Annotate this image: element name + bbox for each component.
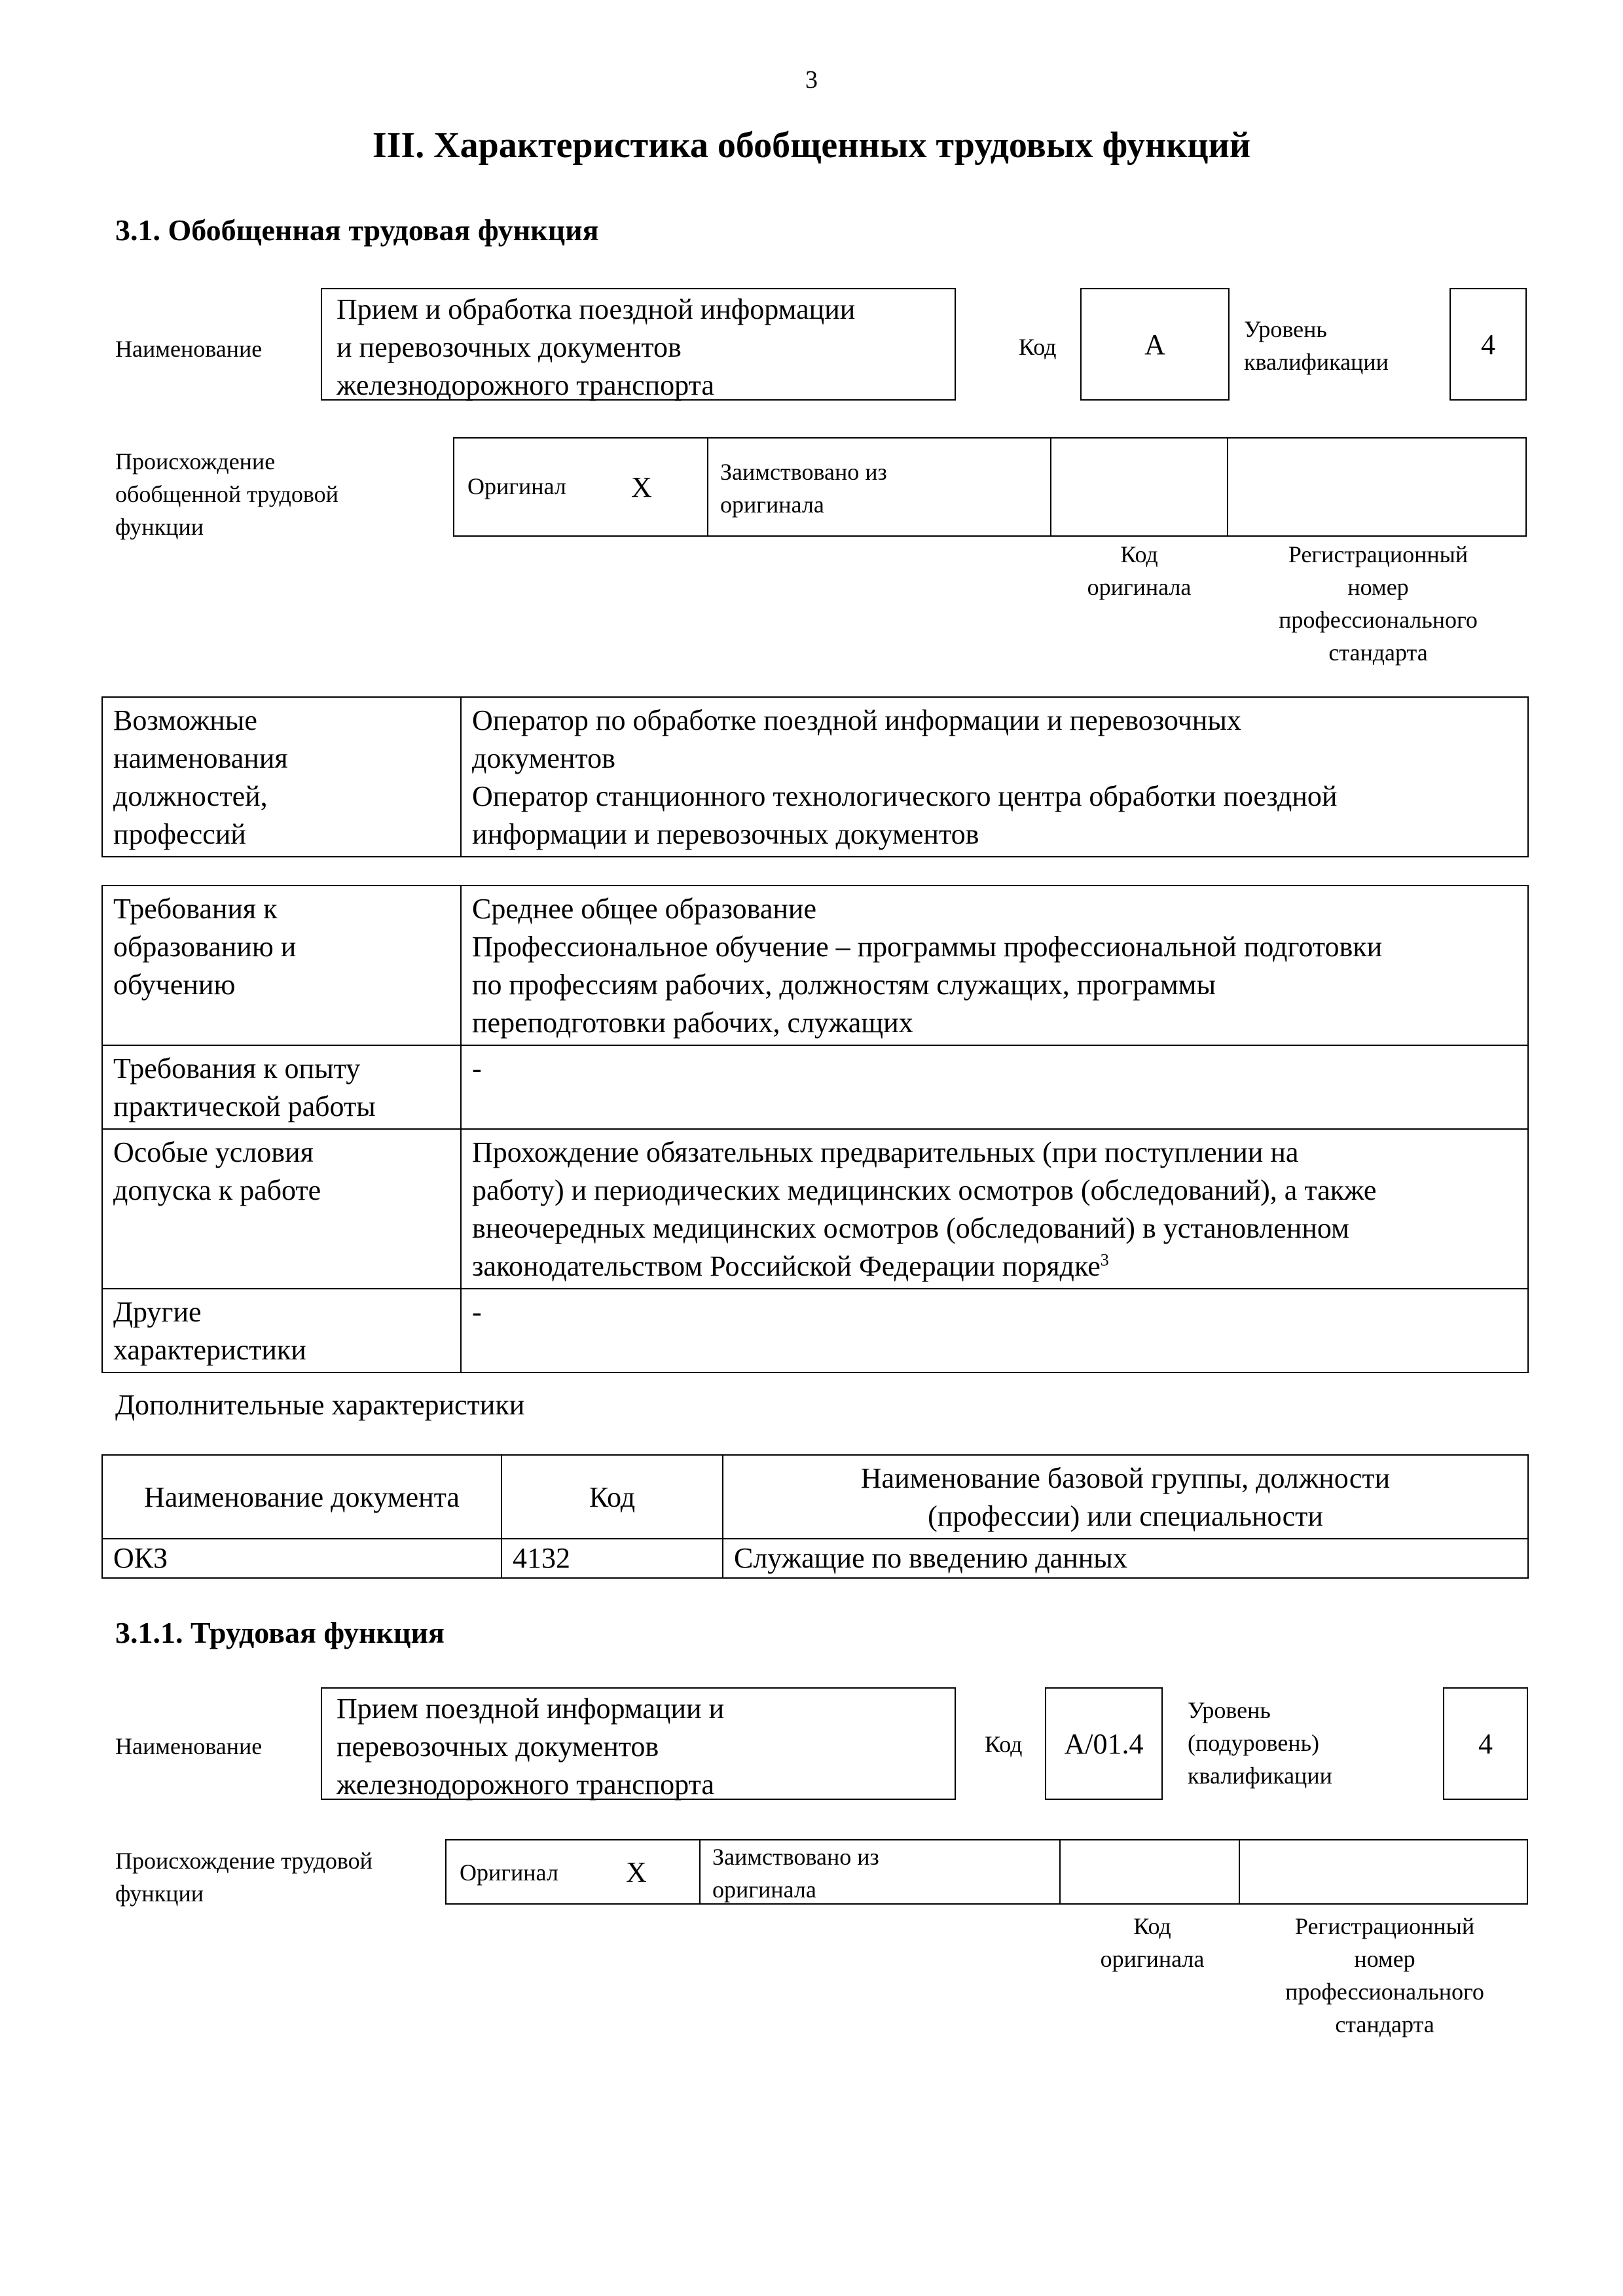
gtf-code-box bbox=[1080, 288, 1230, 401]
page-number: 3 bbox=[805, 66, 818, 94]
additional-table bbox=[101, 1454, 1529, 1579]
gtf-reg-number-caption bbox=[1231, 538, 1525, 669]
requirements-table bbox=[101, 885, 1529, 1373]
tf-origin-label bbox=[115, 1844, 373, 1910]
table-row bbox=[102, 886, 1528, 1045]
caption-line: оригинала bbox=[1087, 574, 1192, 600]
divider bbox=[1050, 439, 1051, 537]
caption-line: стандарта bbox=[1328, 639, 1428, 666]
value-text: законодательством Российской Федерации порядке bbox=[472, 1250, 1101, 1282]
value-line: информации и перевозочных документов bbox=[472, 818, 979, 850]
gtf-origin-label-line: обобщенной трудовой bbox=[115, 481, 338, 507]
tf-heading: 3.1.1. Трудовая функция bbox=[115, 1616, 445, 1649]
divider bbox=[699, 1840, 701, 1905]
value-line: Оператор по обработке поездной информации и перевозочных bbox=[472, 704, 1241, 736]
gtf-level-label-line: квалификации bbox=[1244, 349, 1389, 375]
table-row bbox=[102, 1539, 1528, 1578]
gtf-code-label: Код bbox=[1019, 334, 1057, 360]
tf-name-box bbox=[321, 1687, 956, 1800]
table-cell: Служащие по введению данных bbox=[723, 1539, 1528, 1578]
header-cell: Код bbox=[501, 1455, 723, 1539]
value-line: документов bbox=[472, 742, 615, 774]
tf-code-original-caption bbox=[1067, 1910, 1237, 1975]
label-line: профессий bbox=[113, 818, 246, 850]
tf-original-label: Оригинал bbox=[460, 1859, 558, 1886]
tf-borrowed-label-line: оригинала bbox=[712, 1876, 816, 1903]
table-header-row bbox=[102, 1455, 1528, 1539]
value-line: - bbox=[472, 1296, 482, 1328]
divider bbox=[707, 439, 708, 537]
gtf-original-label: Оригинал bbox=[467, 473, 566, 499]
header-line: Наименование базовой группы, должности bbox=[860, 1462, 1391, 1494]
gtf-name-line: и перевозочных документов bbox=[337, 331, 682, 363]
value-line bbox=[472, 1247, 1517, 1285]
requirement-label bbox=[102, 1289, 461, 1372]
tf-code-box bbox=[1045, 1687, 1163, 1800]
divider bbox=[1059, 1840, 1061, 1905]
requirement-label bbox=[102, 1129, 461, 1289]
tf-level-label-line: квалификации bbox=[1188, 1763, 1332, 1789]
caption-line: оригинала bbox=[1100, 1946, 1205, 1972]
label-line: Требования к bbox=[113, 893, 278, 925]
gtf-name-box bbox=[321, 288, 956, 401]
divider bbox=[1227, 439, 1228, 537]
gtf-borrowed-label-line: оригинала bbox=[720, 492, 824, 518]
additional-heading: Дополнительные характеристики bbox=[115, 1389, 525, 1421]
requirement-value bbox=[461, 1129, 1528, 1289]
gtf-code-value: А bbox=[1144, 329, 1165, 361]
positions-label bbox=[102, 697, 461, 857]
label-line: характеристики bbox=[113, 1334, 306, 1366]
value-line: по профессиям рабочих, должностям служащих, программы bbox=[472, 969, 1216, 1001]
gtf-level-box bbox=[1450, 288, 1527, 401]
tf-level-label bbox=[1188, 1694, 1332, 1792]
label-line: Возможные bbox=[113, 704, 257, 736]
value-line: Среднее общее образование bbox=[472, 893, 817, 925]
header-line: (профессии) или специальности bbox=[928, 1500, 1323, 1532]
tf-name-line: перевозочных документов bbox=[337, 1731, 659, 1763]
gtf-name-line: железнодорожного транспорта bbox=[337, 369, 714, 401]
label-line: образованию и bbox=[113, 931, 297, 963]
label-line: наименования bbox=[113, 742, 288, 774]
gtf-code-original-caption bbox=[1054, 538, 1224, 603]
value-line: внеочередных медицинских осмотров (обследований) в установленном bbox=[472, 1212, 1349, 1244]
tf-borrowed-label bbox=[712, 1840, 879, 1906]
tf-level-label-line: (подуровень) bbox=[1188, 1730, 1319, 1756]
label-line: обучению bbox=[113, 969, 236, 1001]
caption-line: Код bbox=[1120, 541, 1158, 567]
gtf-origin-table bbox=[453, 437, 1527, 537]
header-cell bbox=[723, 1455, 1528, 1539]
caption-line: номер bbox=[1354, 1946, 1415, 1972]
label-line: допуска к работе bbox=[113, 1174, 321, 1206]
value-line: Профессиональное обучение – программы профессиональной подготовки bbox=[472, 931, 1383, 963]
tf-name-line: Прием поездной информации и bbox=[337, 1693, 725, 1725]
value-line: работу) и периодических медицинских осмотров (обследований), а также bbox=[472, 1174, 1377, 1206]
label-line: Требования к опыту bbox=[113, 1052, 361, 1085]
table-cell: 4132 bbox=[501, 1539, 723, 1578]
label-line: Особые условия bbox=[113, 1136, 314, 1168]
value-line: переподготовки рабочих, служащих bbox=[472, 1007, 913, 1039]
caption-line: стандарта bbox=[1335, 2011, 1434, 2037]
tf-name-label: Наименование bbox=[115, 1733, 263, 1759]
table-row bbox=[102, 1289, 1528, 1372]
tf-code-label: Код bbox=[985, 1731, 1023, 1757]
table-row bbox=[102, 1129, 1528, 1289]
positions-table bbox=[101, 696, 1529, 857]
gtf-origin-label bbox=[115, 445, 338, 543]
gtf-name-label: Наименование bbox=[115, 336, 263, 362]
label-line: практической работы bbox=[113, 1090, 376, 1122]
positions-value bbox=[461, 697, 1528, 857]
tf-level-box bbox=[1443, 1687, 1528, 1800]
tf-origin-table bbox=[445, 1839, 1528, 1905]
caption-line: Код bbox=[1133, 1913, 1171, 1939]
header-cell: Наименование документа bbox=[102, 1455, 501, 1539]
tf-name-line: железнодорожного транспорта bbox=[337, 1768, 714, 1801]
label-line: Другие bbox=[113, 1296, 202, 1328]
label-line: должностей, bbox=[113, 780, 268, 812]
gtf-name-line: Прием и обработка поездной информации bbox=[337, 293, 856, 325]
tf-level-label-line: Уровень bbox=[1188, 1697, 1271, 1723]
gtf-level-label-line: Уровень bbox=[1244, 316, 1327, 342]
gtf-level-value: 4 bbox=[1481, 329, 1495, 361]
requirement-label bbox=[102, 886, 461, 1045]
caption-line: Регистрационный bbox=[1294, 1913, 1475, 1939]
table-row bbox=[102, 1045, 1528, 1129]
caption-line: номер bbox=[1347, 574, 1409, 600]
caption-line: Регистрационный bbox=[1288, 541, 1468, 567]
footnote-mark: 3 bbox=[1100, 1250, 1109, 1270]
table-cell: ОКЗ bbox=[102, 1539, 501, 1578]
requirement-label bbox=[102, 1045, 461, 1129]
requirement-value bbox=[461, 886, 1528, 1045]
tf-original-mark: X bbox=[626, 1856, 647, 1888]
value-line: - bbox=[472, 1052, 482, 1085]
tf-origin-label-line: функции bbox=[115, 1880, 204, 1907]
gtf-original-mark: X bbox=[631, 471, 652, 503]
value-line: Прохождение обязательных предварительных (при поступлении на bbox=[472, 1136, 1299, 1168]
tf-origin-label-line: Происхождение трудовой bbox=[115, 1848, 373, 1874]
section-title: III. Характеристика обобщенных трудовых функций bbox=[372, 125, 1251, 166]
gtf-heading: 3.1. Обобщенная трудовая функция bbox=[115, 213, 599, 247]
caption-line: профессионального bbox=[1279, 607, 1478, 633]
gtf-level-label bbox=[1244, 313, 1389, 378]
gtf-origin-label-line: функции bbox=[115, 514, 204, 540]
gtf-borrowed-label-line: Заимствовано из bbox=[720, 459, 887, 485]
tf-borrowed-label-line: Заимствовано из bbox=[712, 1844, 879, 1870]
requirement-value bbox=[461, 1045, 1528, 1129]
gtf-origin-label-line: Происхождение bbox=[115, 448, 276, 475]
table-row bbox=[102, 697, 1528, 857]
divider bbox=[1239, 1840, 1240, 1905]
tf-reg-number-caption bbox=[1237, 1910, 1532, 2041]
caption-line: профессионального bbox=[1285, 1979, 1484, 2005]
gtf-borrowed-label bbox=[720, 456, 887, 521]
tf-code-value: А/01.4 bbox=[1064, 1728, 1144, 1760]
requirement-value bbox=[461, 1289, 1528, 1372]
tf-level-value: 4 bbox=[1478, 1728, 1493, 1760]
value-line: Оператор станционного технологического центра обработки поездной bbox=[472, 780, 1338, 812]
